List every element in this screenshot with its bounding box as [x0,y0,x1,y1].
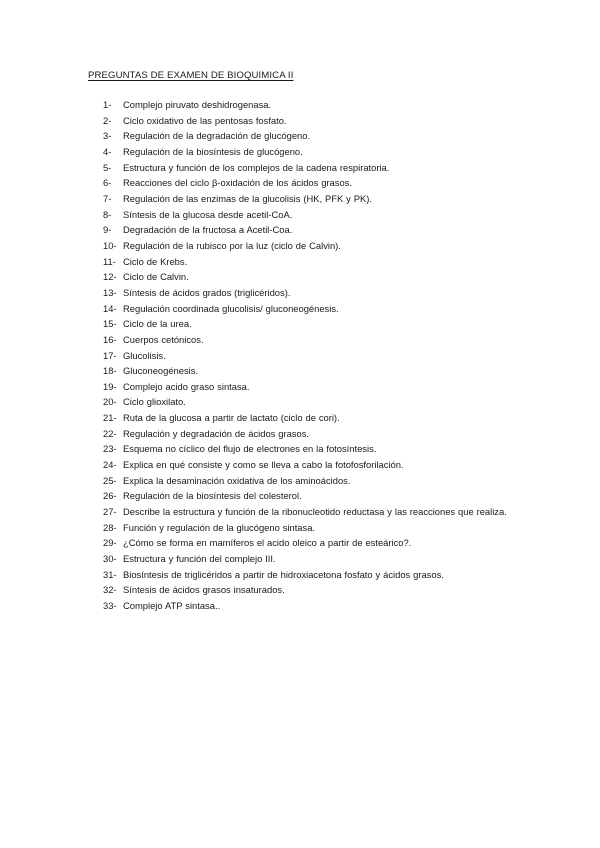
question-number: 29- [103,537,117,549]
question-number: 32- [103,584,117,596]
question-list [103,97,523,614]
question-text: Síntesis de ácidos grasos insaturados. [123,584,285,596]
question-number: 25- [103,474,117,486]
question-text: Regulación coordinada glucolisis/ gluconeogénesis. [123,302,339,314]
question-text: Regulación de la biosíntesis de glucógeno. [123,145,303,157]
question-text: Gluconeogénesis. [123,365,199,377]
question-item [103,207,523,223]
question-number: 6- [103,177,112,189]
question-number: 24- [103,459,117,471]
question-text: Regulación y degradación de ácidos grasos. [123,427,309,439]
question-number: 9- [103,224,112,236]
question-number: 10- [103,239,117,251]
question-item [103,301,523,317]
question-number: 8- [103,208,112,220]
question-text: Ciclo de Krebs. [123,255,188,267]
question-number: 15- [103,318,117,330]
question-number: 23- [103,443,117,455]
question-text: Ruta de la glucosa a partir de lactato (ciclo de cori). [123,412,340,424]
question-text: Cuerpos cetónicos. [123,333,204,345]
question-number: 21- [103,412,117,424]
question-number: 22- [103,427,117,439]
question-text: ¿Cómo se forma en mamíferos el acido oleico a partir de esteárico?. [123,537,412,549]
question-item [103,97,523,113]
question-item [103,394,523,410]
question-number: 30- [103,553,117,565]
question-item [103,269,523,285]
question-number: 12- [103,271,117,283]
document-title: PREGUNTAS DE EXAMEN DE BIOQUIMICA II [88,70,294,81]
question-text: Regulación de la biosíntesis del colesterol. [123,490,302,502]
question-number: 4- [103,145,112,157]
question-item [103,332,523,348]
question-text: Explica en qué consiste y como se lleva a cabo la fotofosforilación. [123,459,404,471]
question-number: 1- [103,99,112,110]
question-number: 20- [103,396,117,408]
question-item [103,175,523,191]
question-number: 5- [103,161,112,173]
question-number: 33- [103,600,117,611]
question-item [103,379,523,395]
question-item [103,348,523,364]
question-item [103,113,523,129]
question-number: 11- [103,255,116,267]
question-text: Reacciones del ciclo β-oxidación de los ácidos grasos. [123,177,352,189]
question-text: Complejo ATP sintasa.. [123,600,221,611]
question-text: Explica la desaminación oxidativa de los aminoácidos. [123,474,351,486]
question-text: Estructura y función de los complejos de la cadena respiratoria. [123,161,390,173]
question-item [103,535,523,551]
question-number: 7- [103,192,112,204]
question-item [103,160,523,176]
question-item [103,551,523,567]
question-item [103,222,523,238]
question-text: Regulación de la rubisco por la luz (ciclo de Calvin). [123,239,341,251]
question-item [103,457,523,473]
question-text: Glucolisis. [123,349,166,361]
question-text: Ciclo glioxilato. [123,396,186,408]
question-text: Biosíntesis de triglicéridos a partir de hidroxiacetona fosfato y ácidos grasos. [123,568,444,580]
question-number: 14- [103,302,117,314]
question-item [103,504,523,520]
question-item [103,473,523,489]
question-text: Función y regulación de la glucógeno sintasa. [123,521,316,533]
question-item [103,582,523,598]
question-item [103,363,523,379]
question-item [103,144,523,160]
question-text: Complejo piruvato deshidrogenasa. [123,99,272,110]
question-number: 13- [103,286,117,298]
question-item [103,567,523,583]
question-text: Ciclo de la urea. [123,318,192,330]
question-text: Regulación de la degradación de glucógeno. [123,130,311,142]
question-item [103,285,523,301]
question-text: Síntesis de la glucosa desde acetil-CoA. [123,208,293,220]
question-text: Complejo acido graso sintasa. [123,380,250,392]
question-item [103,238,523,254]
question-text: Esquema no cíclico del flujo de electrones en la fotosíntesis. [123,443,377,455]
question-text: Estructura y función del complejo III. [123,553,276,565]
question-item [103,410,523,426]
question-item [103,254,523,270]
question-text: Síntesis de ácidos grados (triglicéridos). [123,286,291,298]
question-number: 28- [103,521,117,533]
question-item [103,128,523,144]
question-item [103,426,523,442]
question-number: 27- [103,506,117,518]
question-number: 17- [103,349,117,361]
question-number: 19- [103,380,117,392]
question-number: 2- [103,114,112,126]
question-text: Describe la estructura y función de la ribonucleotido reductasa y las reacciones que realiza. [123,506,507,518]
question-text: Degradación de la fructosa a Acetil-Coa. [123,224,293,236]
question-item [103,441,523,457]
question-item [103,598,523,614]
question-number: 16- [103,333,117,345]
question-text: Ciclo de Calvin. [123,271,189,283]
question-number: 18- [103,365,117,377]
question-text: Ciclo oxidativo de las pentosas fosfato. [123,114,287,126]
question-number: 31- [103,568,117,580]
question-item [103,316,523,332]
question-number: 26- [103,490,117,502]
question-item [103,191,523,207]
question-item [103,488,523,504]
question-number: 3- [103,130,112,142]
question-text: Regulación de las enzimas de la glucolisis (HK, PFK y PK). [123,192,372,204]
question-item [103,520,523,536]
